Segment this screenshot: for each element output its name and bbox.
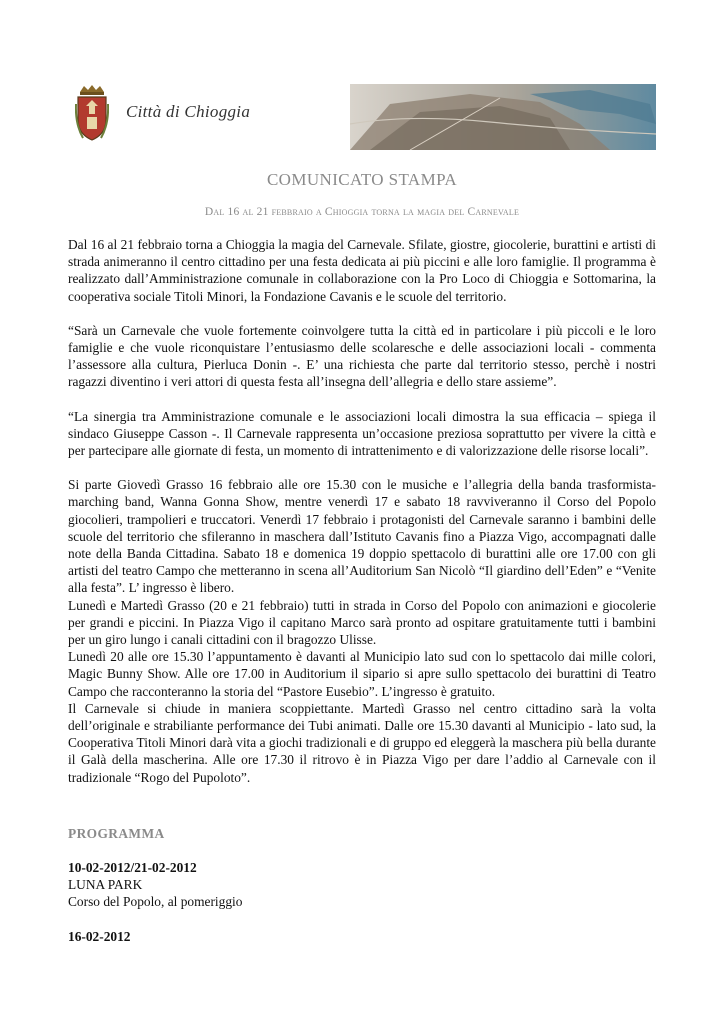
paragraph: “La sinergia tra Amministrazione comunale e le associazioni locali dimostra la sua efficacia – spiega il sindaco Giuseppe Casson -. Il Carnevale rappresenta un’occasione preziosa soprattutto per vivere la città e per partecipare alle giornate di festa, un momento di intrattenimento e di valorizzazione delle risorse locali”.: [68, 408, 656, 459]
press-release-body: [68, 236, 656, 786]
programma-section: [68, 826, 656, 945]
paragraph: Il Carnevale si chiude in maniera scoppiettante. Martedì Grasso nel centro cittadino sarà la volta dell’originale e strabiliante performance dei Tubi animati. Dalle ore 15.30 davanti al Municipio - lato sud, la Cooperativa Titoli Minori darà vita a giochi tradizionali e di gruppo ed eleggerà la maschera più bella durante il Galà della mascherina. Alle ore 17.30 il ritrovo è in Piazza Vigo per dare l’addio al Carnevale con il tradizionale “Rogo del Pupoloto”.: [68, 700, 656, 785]
paragraph: Lunedì 20 alle ore 15.30 l’appuntamento è davanti al Municipio lato sud con lo spettacolo dai mille colori, Magic Bunny Show. Alle ore 17.00 in Auditorium il sipario si apre sullo spettacolo dei burattini di Teatro Campo che racconteranno la storia del “Pastore Eusebio”. L’ingresso è gratuito.: [68, 649, 656, 699]
subtitle: Dal 16 al 21 febbraio a Chioggia torna la magia del Carnevale: [204, 206, 520, 218]
paragraph: Dal 16 al 21 febbraio torna a Chioggia la magia del Carnevale. Sfilate, giostre, giocolerie, burattini e artisti di strada animeranno il centro cittadino per una festa dedicata ai più piccini e alle loro famiglie. Il programma è realizzato dall’Amministrazione comunale in collaborazione con la Pro Loco di Chioggia e Sottomarina, la cooperativa sociale Titoli Minori, la Fondazione Cavanis e le scuole del territorio.: [68, 237, 656, 304]
city-crest-logo: [75, 84, 109, 146]
entry-detail: Corso del Popolo, al pomeriggio: [68, 894, 243, 910]
letterhead: [68, 84, 656, 150]
entry-date: 10-02-2012/21-02-2012: [68, 860, 197, 875]
paragraph: Si parte Giovedì Grasso 16 febbraio alle ore 15.30 con le musiche e l’allegria della banda trasformista-marching band, Wanna Gonna Show, mentre venerdì 17 e sabato 18 ravviveranno il Corso del Popolo giocolieri, trampolieri e truccatori. Venerdì 17 febbraio i protagonisti del Carnevale saranno i bambini delle scuole del territorio che sfileranno in maschera dall’Istituto Cavanis fino a Piazza Vigo, accompagnati dalle note della Banda Cittadina. Sabato 18 e domenica 19 doppio spettacolo di burattini alle ore 17.00 con gli artisti del teatro Campo che metteranno in scena all’Auditorium San Nicolò “Il giardino dell’Eden” e “Venite alla festa”. L’ ingresso è libero.: [68, 477, 656, 596]
aerial-photo-chioggia: [350, 84, 656, 150]
city-name: Città di Chioggia: [126, 102, 251, 121]
entry-date: 16-02-2012: [68, 928, 131, 944]
programma-entry: [68, 859, 656, 911]
programma-heading: PROGRAMMA: [68, 826, 165, 841]
paragraph: Lunedì e Martedì Grasso (20 e 21 febbraio) tutti in strada in Corso del Popolo con animazioni e giocolerie per grandi e piccini. In Piazza Vigo il capitano Marco sarà pronto ad ospitare gratuitamente tutti i bambini per un giro lungo i canali cittadini con il bragozzo Ulisse.: [68, 597, 656, 648]
paragraph: “Sarà un Carnevale che vuole fortemente coinvolgere tutta la città ed in particolare i più piccoli e le loro famiglie e che vuole riconquistare l’entusiasmo delle scolaresche e delle associazioni locali - commenta l’assessore alla cultura, Pierluca Donin -. E’ una richiesta che parte dal territorio stesso, perchè i nostri ragazzi diventino i veri attori di questa festa all’insegna dell’allegria e dello stare assieme”.: [68, 322, 656, 390]
programma-entry: [68, 928, 656, 945]
page-title: COMUNICATO STAMPA: [266, 170, 458, 189]
entry-event: LUNA PARK: [68, 877, 143, 893]
